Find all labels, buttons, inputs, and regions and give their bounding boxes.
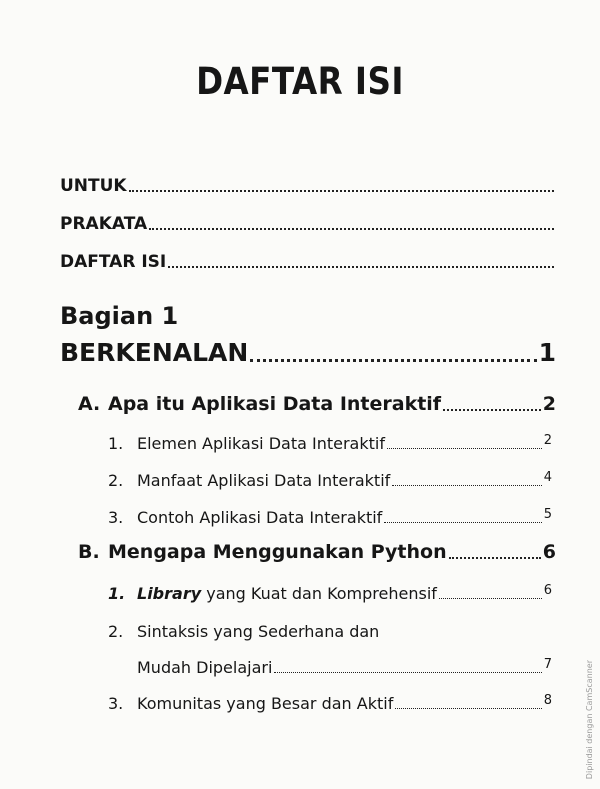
section-entry-a[interactable] [78,393,556,415]
subsection-entry-b2[interactable] [108,622,408,641]
dot-leader [274,672,541,673]
subsection-entry-b2-continued[interactable] [137,658,552,677]
subsection-number: 1. [108,434,124,453]
subsection-page-number: 4 [543,470,552,485]
chapter-entry[interactable] [60,338,556,367]
dot-leader [168,266,554,268]
dot-leader [443,409,541,411]
chapter-page-number: 1 [538,338,556,367]
subsection-entry-b3[interactable] [108,694,552,713]
toc-entry-daftar-isi[interactable] [60,252,556,272]
part-label: Bagian 1 [60,302,179,330]
toc-entry-prakata[interactable] [60,214,556,234]
library-emphasis: Library [137,584,202,603]
subsection-title: Komunitas yang Besar dan Aktif [137,694,394,713]
chapter-title: BERKENALAN [60,338,249,367]
page-title: DAFTAR ISI [196,60,404,103]
subsection-number: 3. [108,508,124,527]
subsection-number: 3. [108,694,124,713]
section-number: A. [78,393,101,415]
subsection-number: 2. [108,471,124,490]
subsection-entry-a1[interactable] [108,434,552,453]
section-title: Apa itu Aplikasi Data Interaktif [108,393,442,415]
subsection-page-number: 2 [543,433,552,448]
subsection-title-line2: Mudah Dipelajari [137,658,273,677]
section-page-number: 6 [542,541,556,563]
subsection-title: Manfaat Aplikasi Data Interaktif [137,471,391,490]
section-entry-b[interactable] [78,541,556,563]
dot-leader [395,708,541,709]
dot-leader [149,228,554,230]
dot-leader [250,359,536,362]
subsection-entry-a2[interactable] [108,471,552,490]
toc-entry-label: DAFTAR ISI [60,252,167,272]
dot-leader [392,485,541,486]
subsection-page-number: 6 [543,583,552,598]
subsection-title: Contoh Aplikasi Data Interaktif [137,508,383,527]
subsection-entry-a3[interactable] [108,508,552,527]
subsection-entry-b1[interactable] [108,584,552,603]
subsection-page-number: 8 [543,693,552,708]
dot-leader [129,190,554,192]
section-page-number: 2 [542,393,556,415]
toc-entry-untuk[interactable] [60,176,556,196]
subsection-number: 1. [108,584,126,603]
subsection-number: 2. [108,622,124,641]
toc-entry-label: PRAKATA [60,214,148,234]
subsection-page-number: 7 [543,657,552,672]
section-number: B. [78,541,100,563]
subsection-title-rest: yang Kuat dan Komprehensif [201,584,437,603]
subsection-title: Elemen Aplikasi Data Interaktif [137,434,385,453]
subsection-title [137,584,437,603]
toc-entry-label: UNTUK [60,176,127,196]
dot-leader [439,598,542,599]
section-title: Mengapa Menggunakan Python [108,541,447,563]
dot-leader [449,557,541,559]
dot-leader [384,522,541,523]
dot-leader [387,448,542,449]
subsection-title-line1: Sintaksis yang Sederhana dan [137,622,380,641]
subsection-page-number: 5 [543,507,552,522]
scanner-watermark: Dipindai dengan CamScanner [585,659,594,779]
